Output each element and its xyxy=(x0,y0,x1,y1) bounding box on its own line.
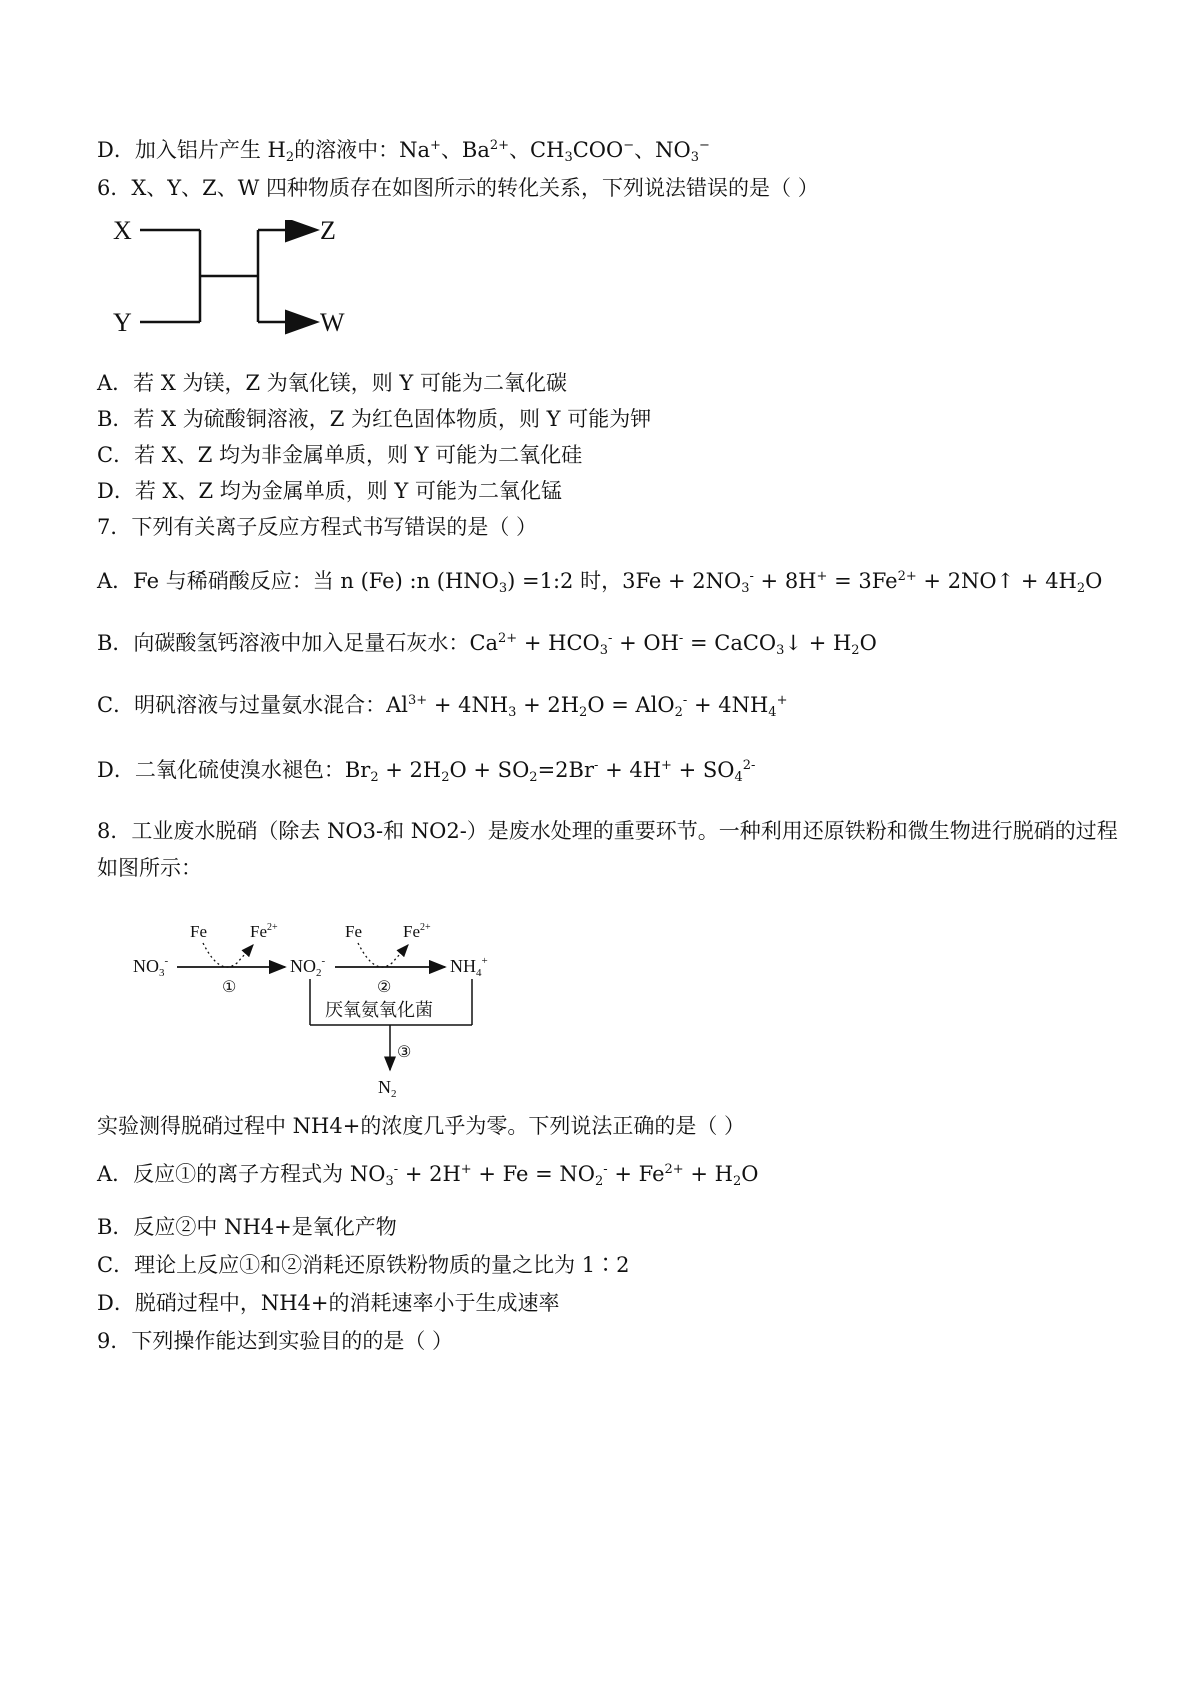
q8-stem-line1: 8．工业废水脱硝（除去 NO3-和 NO2-）是废水处理的重要环节。一种利用还原铁粉和微生物进行脱硝的过程 xyxy=(97,819,1118,843)
q9-stem: 9．下列操作能达到实验目的的是（ ） xyxy=(97,1329,454,1353)
q7-option-b: B．向碳酸氢钙溶液中加入足量石灰水：$Ca^{2+} + HCO_3^- + OH^-$ = CaCO$_3$↓ + $H_2O$ xyxy=(97,631,877,658)
option-text: D．二氧化硫使溴水褪色： xyxy=(97,758,345,782)
q8-step3-label: ③ xyxy=(397,1044,412,1061)
q8-step1-label: ① xyxy=(222,979,237,996)
option-text: 加入铝片产生 H xyxy=(134,138,286,162)
q5-option-d: D．加入铝片产生 $H_2$的溶液中：Na+、$Ba^{2+}$、$CH_3COO^-$、$NO_3^-$ xyxy=(97,138,710,165)
option-text: A．Fe 与稀硝酸反应：当 n (Fe) :n (HNO xyxy=(97,569,499,593)
q8-n2-label: $N_2$ xyxy=(378,1077,397,1100)
q8-no2-label: $NO_2^-$ xyxy=(290,955,326,979)
q8-denitrification-diagram xyxy=(125,915,505,1100)
q6-z-label: Z xyxy=(320,220,336,245)
q6-option-d: D．若 X、Z 均为金属单质，则 Y 可能为二氧化锰 xyxy=(97,479,562,503)
q8-measurement: 实验测得脱硝过程中 NH4+的浓度几乎为零。下列说法正确的是（ ） xyxy=(97,1114,745,1138)
q7-option-a: A．Fe 与稀硝酸反应：当 n (Fe) :n $(HNO_3)$ =1:2 时，$3Fe + 2NO_3^- + 8H^+ = 3Fe^{2+}$ + 2NO↑ + $4H_2O$ xyxy=(97,569,1103,596)
q8-fe2-label-1: $Fe^{2+}$ xyxy=(250,922,278,941)
option-text: C．明矾溶液与过量氨水混合： xyxy=(97,693,387,717)
q7-option-c: C．明矾溶液与过量氨水混合：$Al^{3+} + 4NH_3 + 2H_2O = AlO_2^- + 4NH_4^+$ xyxy=(97,693,788,720)
q8-fe-label-2: Fe xyxy=(345,922,362,941)
q6-transformation-diagram xyxy=(110,220,370,355)
q8-option-d: D．脱硝过程中，NH4+的消耗速率小于生成速率 xyxy=(97,1291,560,1315)
q6-x-label: X xyxy=(113,220,132,245)
q8-option-b: B．反应②中 NH4+是氧化产物 xyxy=(97,1215,397,1239)
option-label: D． xyxy=(97,138,135,162)
q6-stem: 6．X、Y、Z、W 四种物质存在如图所示的转化关系，下列说法错误的是（ ） xyxy=(97,176,819,200)
option-text: B．向碳酸氢钙溶液中加入足量石灰水： xyxy=(97,631,470,655)
q8-no3-label: $NO_3^-$ xyxy=(133,955,169,979)
q8-fe-label-1: Fe xyxy=(190,922,207,941)
option-text: A．反应①的离子方程式为 xyxy=(97,1162,344,1186)
q6-w-label: W xyxy=(320,308,345,337)
q8-option-c: C．理论上反应①和②消耗还原铁粉物质的量之比为 1∶2 xyxy=(97,1253,630,1277)
q6-y-label: Y xyxy=(113,308,132,337)
q8-bacteria-label: 厌氧氨氧化菌 xyxy=(325,1000,433,1020)
q8-option-a: A．反应①的离子方程式为 $NO_3^- + 2H^+ + Fe = NO_2^- + Fe^{2+} + H_2O$ xyxy=(97,1162,759,1189)
q8-fe2-label-2: $Fe^{2+}$ xyxy=(403,922,431,941)
option-text: ) =1:2 时， xyxy=(507,569,623,593)
q6-option-c: C．若 X、Z 均为非金属单质，则 Y 可能为二氧化硅 xyxy=(97,443,583,467)
q6-option-a: A．若 X 为镁，Z 为氧化镁，则 Y 可能为二氧化碳 xyxy=(97,371,567,395)
q6-option-b: B．若 X 为硫酸铜溶液，Z 为红色固体物质，则 Y 可能为钾 xyxy=(97,407,652,431)
option-text: 的溶液中：Na xyxy=(294,138,431,162)
q8-nh4-label: $NH_4^+$ xyxy=(450,955,488,979)
q7-stem: 7．下列有关离子反应方程式书写错误的是（ ） xyxy=(97,515,538,539)
q8-stem-line2: 如图所示： xyxy=(97,856,202,880)
q7-option-d: D．二氧化硫使溴水褪色：$Br_2 + 2H_2O + SO_2=2Br^- + 4H^+ + SO_4^{2-}$ xyxy=(97,758,756,785)
q8-step2-label: ② xyxy=(377,979,392,996)
